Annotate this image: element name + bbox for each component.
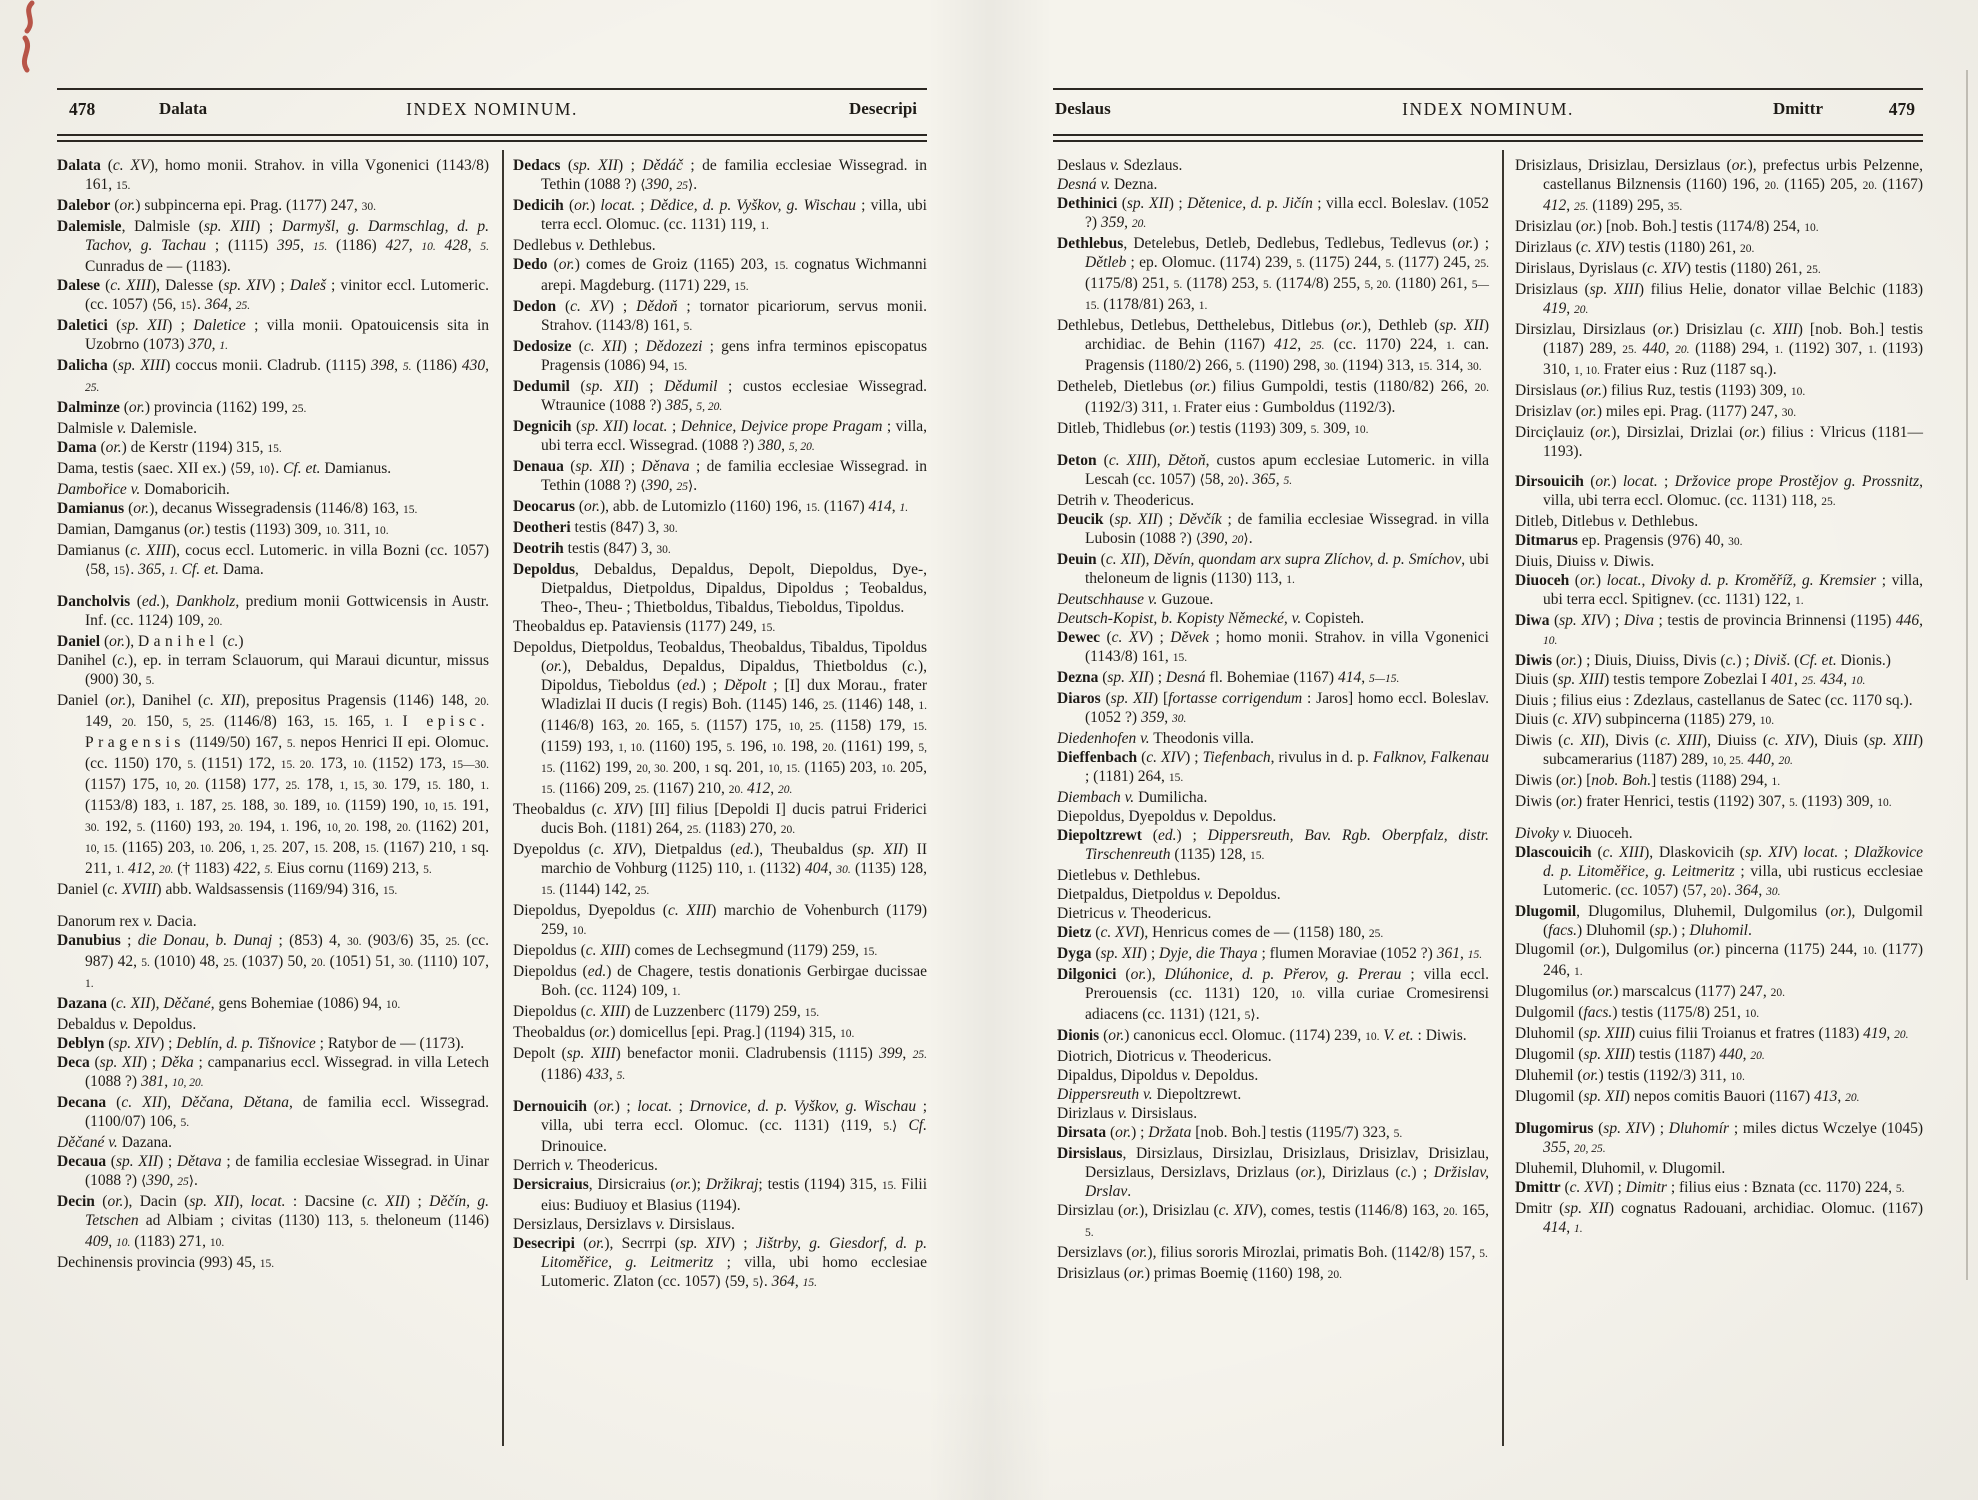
index-entry: Dedon (c. XV) ; Dědoň ; tornator picariorum, servus monii. Strahov. (1143/8) 161, 5. [513, 298, 927, 334]
index-entry: Dezna (sp. XII) ; Desná fl. Bohemiae (1167) 414, 5—15. [1057, 669, 1400, 686]
index-entry: Dersizlavs (or.), filius sororis Mirozlai, primatis Boh. (1142/8) 157, 5. [1057, 1244, 1488, 1261]
index-entry: Dilgonici (or.), Dlúhonice, d. p. Přerov, g. Prerau ; villa eccl. Prerouensis (cc. 1131) 120, 10. villa curiae Cromesirensi adiacens (cc. 1131) ⟨121, 5⟩. [1057, 966, 1489, 1023]
index-entry: Dirsata (or.) ; Držata [nob. Boh.] testis (1195/7) 323, 5. [1057, 1124, 1403, 1141]
index-entry: Ditmarus ep. Pragensis (976) 40, 30. [1515, 532, 1743, 549]
index-entry: Diotrich, Diotricus v. Theodericus. [1057, 1048, 1272, 1065]
index-entry: Dechinensis provincia (993) 45, 15. [57, 1254, 275, 1271]
index-entry: Diepoldus (ed.) de Chagere, testis donationis Gerbirgae ducissae Boh. (cc. 1124) 109, 1. [513, 963, 927, 999]
index-entry: Dalata (c. XV), homo monii. Strahov. in villa Vgonenici (1143/8) 161, 15. [57, 157, 489, 193]
index-entry: Dluhomil (sp. XIII) cuius filii Troianus et fratres (1183) 419, 20. [1515, 1025, 1909, 1042]
index-entry: Degnicih (sp. XII) locat. ; Dehnice, Dejvice prope Pragam ; villa, ubi terra eccl. Wissegrad. (1088 ?) 380, 5, 20. [513, 418, 928, 454]
column-divider [1502, 150, 1504, 1446]
index-entry: Diuis ; filius eius : Zdezlaus, castellanus de Satec (cc. 1170 sq.). [1515, 692, 1913, 709]
index-entry: Diuis, Diuiss v. Diwis. [1515, 553, 1655, 570]
index-entry: Dirsislaus (or.) filius Ruz, testis (1193) 309, 10. [1515, 382, 1806, 399]
index-entry: Diwa (sp. XIV) ; Diva ; testis de provincia Brinnensi (1195) 446, 10. [1515, 612, 1924, 647]
index-entry: Divoky v. Diuoceh. [1515, 825, 1633, 842]
index-entry: Daniel (or.), Danihel (c.) [57, 633, 244, 650]
index-entry: Dernouicih (or.) ; locat. ; Drnovice, d. p. Vyškov, g. Wischau ; villa, ubi terra eccl. Olomuc. (cc. 1131) ⟨119, 5.⟩ Cf. Drinouice. [513, 1098, 927, 1155]
index-entry: Diepoldus (c. XIII) comes de Lechsegmund (1179) 259, 15. [513, 942, 878, 959]
index-entry: Dirsislaus, Dirsizlaus, Dirsizlau, Drisizlaus, Drisizlav, Drisizlau, Dersizlaus, Dersizlavs, Drizlaus (or.), Dirizlaus (c.) ; Držislav, Drslav. [1057, 1145, 1490, 1200]
index-column [1515, 156, 1923, 1239]
index-entry: Dalese (c. XIII), Dalesse (sp. XIV) ; Daleš ; vinitor eccl. Lutomeric. (cc. 1057) ⟨56, 15⟩. 364, 25. [57, 277, 490, 313]
header-rule-top [1053, 88, 1923, 90]
index-entry: Dirsizlau, Dirsizlaus (or.) Drisizlau (c. XIII) [nob. Boh.] testis (1187) 289, 25. 440, 20. (1188) 294, 1. (1192) 307, 1. (1193) 310, 1, 10. Frater eius : Ruz (1187 sq.). [1515, 321, 1924, 378]
index-entry: Dietz (c. XVI), Henricus comes de — (1158) 180, 25. [1057, 924, 1384, 941]
index-entry: Deotheri testis (847) 3, 30. [513, 519, 678, 536]
catchword-left: Dalata [159, 99, 208, 118]
index-entry: Daletici (sp. XII) ; Daletice ; villa monii. Opatouicensis sita in Uzobrno (1073) 370, 1. [57, 317, 490, 353]
index-entry: Deotrih testis (847) 3, 30. [513, 540, 671, 557]
index-entry: Theobaldus ep. Pataviensis (1177) 249, 15. [513, 618, 776, 635]
page-gutter-shade [928, 0, 1052, 1500]
index-entry: Diwis (or.) [nob. Boh.] testis (1188) 294, 1. [1515, 772, 1781, 789]
index-entry: Dalmisle v. Dalemisle. [57, 420, 198, 437]
index-entry: Dethlebus, Detelebus, Detleb, Dedlebus, Tedlebus, Tedlevus (or.) ; Dětleb ; ep. Olomuc. (1174) 239, 5. (1175) 244, 5. (1177) 245, 25. (1175/8) 251, 5. (1178) 253, 5. (1174/8) 255, 5, 20. (1180) 261, 5—15. (1178/81) 263, 1. [1057, 235, 1490, 313]
index-entry: Diwis (c. XII), Divis (c. XIII), Diuiss (c. XIV), Diuis (sp. XIII) subcamerarius (1187) 289, 10, 25. 440, 20. [1515, 732, 1923, 768]
index-entry: Diwis (or.) frater Henrici, testis (1192) 307, 5. (1193) 309, 10. [1515, 793, 1892, 810]
index-entry: Depolt (sp. XIII) benefactor monii. Cladrubensis (1115) 399, 25. (1186) 433, 5. [513, 1045, 927, 1083]
index-entry: Depoldus, Debaldus, Depaldus, Depolt, Diepoldus, Dye-, Dietpaldus, Dietpoldus, Dipaldus, Dipoldus ; Teobaldus, Theo-, Theu- ; Thietboldus, Tibaldus, Tieboldus, Tipoldus. [513, 561, 927, 616]
index-entry: Debaldus v. Depoldus. [57, 1016, 197, 1033]
index-entry: Dieffenbach (c. XIV) ; Tiefenbach, rivulus in d. p. Falknov, Falkenau ; (1181) 264, 15. [1057, 749, 1490, 785]
index-entry: Dethinici (sp. XII) ; Dětenice, d. p. Jičín ; villa eccl. Boleslav. (1052 ?) 359, 20. [1057, 195, 1490, 231]
index-entry: Dietlebus v. Dethlebus. [1057, 867, 1201, 884]
index-entry: Daniel (or.), Danihel (c. XII), prepositus Pragensis (1146) 148, 20. 149, 20. 150, 5, 25. (1146/8) 163, 15. 165, 1. I episc. Pragensis (1149/50) 167, 5. nepos Henrici II epi. Olomuc. (cc. 1150) 170, 5. (1151) 172, 15. 20. 173, 10. (1152) 173, 15—30. (1157) 175, 10, 20. (1158) 177, 25. 178, 1, 15, 30. 179, 15. 180, 1. (1153/8) 183, 1. 187, 25. 188, 30. 189, 10. (1159) 190, 10, 15. 191, 30. 192, 5. (1160) 193, 20. 194, 1. 196, 10, 20. 198, 20. (1162) 201, 10, 15. (1165) 203, 10. 206, 1, 25. 207, 15. 208, 15. (1167) 210, 1 sq. 211, 1. 412, 20. († 1183) 422, 5. Eius cornu (1169) 213, 5. [57, 692, 490, 877]
index-entry: Diaros (sp. XII) [fortasse corrigendum : Jaros] homo eccl. Boleslav. (1052 ?) 359, 30. [1057, 690, 1489, 726]
index-entry: Detheleb, Dietlebus (or.) filius Gumpoldi, testis (1180/82) 266, 20. (1192/3) 311, 1. Frater eius : Gumboldus (1192/3). [1057, 378, 1489, 416]
index-entry: Diepoldus (c. XIII) de Luzzenberc (1179) 259, 15. [513, 1003, 820, 1020]
index-entry: Dancholvis (ed.), Dankholz, predium monii Gottwicensis in Austr. Inf. (cc. 1124) 109, 20. [57, 593, 489, 629]
index-entry: Dluhemil (or.) testis (1192/3) 311, 10. [1515, 1067, 1745, 1084]
index-column [1057, 156, 1489, 1285]
index-entry: Dmitr (sp. XII) cognatus Radouani, archidiac. Olomuc. (1167) 414, 1. [1515, 1200, 1924, 1236]
index-entry: Dersicraius, Dirsicraius (or.); Držikraj; testis (1194) 315, 15. Filii eius: Budiuoy et Blasius (1194). [513, 1176, 927, 1214]
index-entry: Deton (c. XIII), Dětoň, custos apum ecclesiae Lutomeric. in villa Lescah (cc. 1057) ⟨58, 20⟩. 365, 5. [1057, 452, 1490, 488]
header-rule-double [1053, 134, 1923, 142]
page-number: 479 [1888, 99, 1915, 119]
index-entry: Dipaldus, Dipoldus v. Depoldus. [1057, 1067, 1259, 1084]
page-number: 478 [69, 99, 96, 119]
index-entry: Deutsch-Kopist, b. Kopisty Německé, v. Copisteh. [1057, 610, 1365, 627]
index-entry: Dalemisle, Dalmisle (sp. XIII) ; Darmyšl, g. Darmschlag, d. p. Tachov, g. Tachau ; (1115) 395, 15. (1186) 427, 10. 428, 5. Cunradus de — (1183). [57, 218, 490, 275]
index-entry: Drisizlaus (or.) primas Boemię (1160) 198, 20. [1057, 1265, 1343, 1282]
index-entry: Deuin (c. XII), Děvín, quondam arx supra Zlíchov, d. p. Smíchov, ubi theloneum de lignis (1130) 113, 1. [1057, 551, 1489, 587]
index-entry: Deca (sp. XII) ; Děka ; campanarius eccl. Wissegrad. in villa Letech (1088 ?) 381, 10, 20. [57, 1054, 489, 1090]
index-entry: Deblyn (sp. XIV) ; Deblín, d. p. Tišnovice ; Ratybor de — (1173). [57, 1035, 465, 1052]
index-entry: Denaua (sp. XII) ; Děnava ; de familia ecclesiae Wissegrad. in Tethin (1088 ?) ⟨390, 25⟩. [513, 458, 927, 494]
page-478 [57, 0, 927, 1500]
index-entry: Decin (or.), Dacin (sp. XII), locat. : Dacsine (c. XII) ; Děčín, g. Tetschen ad Albiam ; civitas (1130) 113, 5. theloneum (1146) 409, 10. (1183) 271, 10. [57, 1193, 490, 1250]
index-entry: Dedicih (or.) locat. ; Dědice, d. p. Vyškov, g. Wischau ; villa, ubi terra eccl. Olomuc. (cc. 1131) 119, 1. [513, 197, 927, 233]
index-entry: Dyepoldus (c. XIV), Dietpaldus (ed.), Theubaldus (sp. XII) II marchio de Vohburg (1125) 110, 1. (1132) 404, 30. (1135) 128, 15. (1144) 142, 25. [513, 841, 928, 898]
index-column [513, 156, 927, 1293]
header-rule-double [57, 134, 927, 142]
index-entry: Dama, testis (saec. XII ex.) ⟨59, 10⟩. Cf. et. Damianus. [57, 460, 392, 477]
index-entry: Dirciçlauiz (or.), Dirsizlai, Drizlai (or.) filius : Vlricus (1181—1193). [1515, 424, 1924, 460]
index-entry: Decaua (sp. XII) ; Dětava ; de familia ecclesiae Wissegrad. in Uinar (1088 ?) ⟨390, 25⟩. [57, 1153, 489, 1189]
index-entry: Drisizlav (or.) miles epi. Prag. (1177) 247, 30. [1515, 403, 1797, 420]
index-entry: Damian, Damganus (or.) testis (1193) 309, 10. 311, 10. [57, 521, 389, 538]
index-entry: Dulgomil (facs.) testis (1175/8) 251, 10. [1515, 1004, 1760, 1021]
index-entry: Dalminze (or.) provincia (1162) 199, 25. [57, 399, 307, 416]
index-entry: Diepoldus, Dyepoldus (c. XIII) marchio de Vohenburch (1179) 259, 10. [513, 902, 927, 938]
index-entry: Damianus (c. XIII), cocus eccl. Lutomeric. in villa Bozni (cc. 1057) ⟨58, 15⟩. 365, 1. Cf. et. Dama. [57, 542, 489, 578]
index-entry: Ditleb, Thidlebus (or.) testis (1193) 309, 5. 309, 10. [1057, 420, 1369, 437]
index-entry: Deucik (sp. XII) ; Děvčík ; de familia ecclesiae Wissegrad. in villa Lubosin (1088 ?) ⟨390, 20⟩. [1057, 511, 1489, 547]
index-entry: Diepoltzrewt (ed.) ; Dippersreuth, Bav. Rgb. Oberpfalz, distr. Tirschenreuth (1135) 128, 15. [1057, 827, 1490, 863]
index-entry: Dedlebus v. Dethlebus. [513, 237, 656, 254]
index-entry: Dlugomil (or.), Dulgomilus (or.) pincerna (1175) 244, 10. (1177) 246, 1. [1515, 941, 1923, 979]
index-entry: Dirsizlau (or.), Drisizlau (c. XIV), comes, testis (1146/8) 163, 20. 165, 5. [1057, 1202, 1490, 1239]
index-entry: Dlugomirus (sp. XIV) ; Dluhomír ; miles dictus Wczelye (1045) 355, 20, 25. [1515, 1120, 1923, 1156]
running-header [57, 99, 927, 127]
index-entry: Dlugomil (sp. XIII) testis (1187) 440, 20. [1515, 1046, 1765, 1063]
index-entry: Daniel (c. XVIII) abb. Waldsassensis (1169/94) 316, 15. [57, 881, 398, 898]
index-entry: Dirsouicih (or.) locat. ; Držovice prope Prostějov g. Prossnitz, villa, ubi terra eccl. Olomuc. (cc. 1131) 118, 25. [1515, 473, 1924, 509]
index-entry: Dethlebus, Detlebus, Detthelebus, Ditlebus (or.), Dethleb (sp. XII) archidiac. de Behin (1167) 412, 25. (cc. 1170) 224, 1. can. Pragensis (1180/2) 266, 5. (1190) 298, 30. (1194) 313, 15. 314, 30. [1057, 317, 1490, 374]
running-title: INDEX NOMINUM. [406, 99, 578, 119]
index-entry: Dluhemil, Dluhomil, v. Dlugomil. [1515, 1160, 1726, 1177]
index-entry: Theobaldus (c. XIV) [II] filius [Depoldi I] ducis patrui Friderici ducis Boh. (1181) 264, 25. (1183) 270, 20. [513, 801, 927, 837]
index-entry: Dlugomil (sp. XII) nepos comitis Bauori (1167) 413, 20. [1515, 1088, 1860, 1105]
index-entry: Danihel (c.), ep. in terram Sclauorum, qui Maraui dicuntur, missus (900) 30, 5. [57, 652, 489, 688]
running-title: INDEX NOMINUM. [1402, 99, 1574, 119]
index-entry: Danorum rex v. Dacia. [57, 913, 197, 930]
index-column [57, 156, 489, 1274]
index-entry: Dmittr (c. XVI) ; Dimitr ; filius eius : Bznata (cc. 1170) 224, 5. [1515, 1179, 1905, 1196]
index-entry: Ditleb, Ditlebus v. Dethlebus. [1515, 513, 1699, 530]
catchword-left: Deslaus [1055, 99, 1111, 118]
index-entry: Depoldus, Dietpoldus, Teobaldus, Theobaldus, Tibaldus, Tipoldus (or.), Debaldus, Depaldus, Dipaldus, Thietboldus (c.), Dipoldus, Tieboldus (ed.) ; Děpolt ; [I] dux Morau., frater Wladizlai II ducis (I regis) Boh. (1145) 146, 25. (1146) 148, 1. (1146/8) 163, 20. 165, 5. (1157) 175, 10, 25. (1158) 179, 15. (1159) 193, 1, 10. (1160) 195, 5. 196, 10. 198, 20. (1161) 199, 5, 15. (1162) 199, 20, 30. 200, 1 sq. 201, 10, 15. (1165) 203, 10. 205, 15. (1166) 209, 25. (1167) 210, 20. 412, 20. [513, 639, 928, 797]
running-header [1053, 99, 1923, 127]
index-entry: Diedenhofen v. Theodonis villa. [1057, 730, 1255, 747]
index-entry: Dlascouicih (c. XIII), Dlaskovicih (sp. XIV) locat. ; Dlažkovice d. p. Litoměřice, g. Leitmeritz ; villa, ubi rusticus ecclesiae Lutomeric. (cc. 1057) ⟨57, 20⟩. 364, 30. [1515, 844, 1924, 899]
index-entry: Dirislaus, Dyrislaus (c. XIV) testis (1180) 261, 25. [1515, 260, 1821, 277]
index-entry: Damianus (or.), decanus Wissegradensis (1146/8) 163, 15. [57, 500, 418, 517]
index-entry: Dalebor (or.) subpincerna epi. Prag. (1177) 247, 30. [57, 197, 377, 214]
index-entry: Dersizlaus, Dersizlavs v. Dirsislaus. [513, 1216, 735, 1233]
index-entry: Diuis (sp. XIII) testis tempore Zobezlai I 401, 25. 434, 10. [1515, 671, 1866, 688]
index-entry: Diuis (c. XIV) subpincerna (1185) 279, 10. [1515, 711, 1775, 728]
index-entry: Dedo (or.) comes de Groiz (1165) 203, 15. cognatus Wichmanni arepi. Magdeburg. (1171) 229, 15. [513, 256, 927, 294]
index-entry: Dazana (c. XII), Děčané, gens Bohemiae (1086) 94, 10. [57, 995, 401, 1012]
column-divider [502, 150, 504, 1446]
index-entry: Dedumil (sp. XII) ; Dědumil ; custos ecclesiae Wissegrad. Wtraunice (1088 ?) 385, 5, 20. [513, 378, 928, 414]
index-entry: Dedacs (sp. XII) ; Dědáč ; de familia ecclesiae Wissegrad. in Tethin (1088 ?) ⟨390, 25⟩. [513, 157, 927, 193]
page-479 [1053, 0, 1923, 1500]
index-entry: Dietpaldus, Dietpoldus v. Depoldus. [1057, 886, 1281, 903]
scan-edge-line [1966, 70, 1968, 1280]
index-entry: Dama (or.) de Kerstr (1194) 315, 15. [57, 439, 282, 456]
index-entry: Děčané v. Dazana. [57, 1134, 173, 1151]
index-entry: Desná v. Dezna. [1057, 176, 1158, 193]
index-entry: Dirizlaus v. Dirsislaus. [1057, 1105, 1198, 1122]
index-entry: Diuoceh (or.) locat., Divoky d. p. Kroměříž, g. Kremsier ; villa, ubi terra eccl. Spitignev. (cc. 1131) 122, 1. [1515, 572, 1923, 608]
index-entry: Danubius ; die Donau, b. Dunaj ; (853) 4, 30. (903/6) 35, 25. (cc. 987) 42, 5. (1010) 48, 25. (1037) 50, 20. (1051) 51, 30. (1110) 107, 1. [57, 932, 489, 990]
index-entry: Theobaldus (or.) domicellus [epi. Prag.] (1194) 315, 10. [513, 1024, 855, 1041]
index-entry: Decana (c. XII), Děčana, Dětana, de familia eccl. Wissegrad. (1100/07) 106, 5. [57, 1094, 489, 1130]
index-entry: Diwis (or.) ; Diuis, Diuiss, Divis (c.) ; Diviš. (Cf. et. Dionis.) [1515, 652, 1891, 669]
index-entry: Dedosize (c. XII) ; Dědozezi ; gens infra terminos episcopatus Pragensis (1086) 94, 15. [513, 338, 927, 374]
index-entry: Dyga (sp. XII) ; Dyje, die Thaya ; flumen Moraviae (1052 ?) 361, 15. [1057, 945, 1483, 962]
index-entry: Dambořice v. Domaboricih. [57, 481, 230, 498]
index-entry: Dionis (or.) canonicus eccl. Olomuc. (1174) 239, 10. V. et. : Diwis. [1057, 1027, 1467, 1044]
catchword-right: Desecripi [849, 99, 917, 118]
index-entry: Dietricus v. Theodericus. [1057, 905, 1212, 922]
index-entry: Desecripi (or.), Secrrpi (sp. XIV) ; Jištrby, g. Giesdorf, d. p. Litoměřice, g. Leitmeritz ; villa, ubi homo ecclesiae Lutomeric. Zlaton (cc. 1057) ⟨59, 5⟩. 364, 15. [513, 1235, 927, 1290]
index-entry: Dlugomil, Dlugomilus, Dluhemil, Dulgomilus (or.), Dulgomil (facs.) Dluhomil (sp.) ; Dluhomil. [1515, 903, 1923, 939]
index-entry: Dalicha (sp. XIII) coccus monii. Cladrub. (1115) 398, 5. (1186) 430, 25. [57, 357, 489, 394]
index-entry: Drisizlaus (sp. XIII) filius Helie, donator villae Belchic (1183) 419, 20. [1515, 281, 1923, 317]
index-entry: Drisizlaus, Drisizlau, Dersizlaus (or.), prefectus urbis Pelzenne, castellanus Bilznensis (1160) 196, 20. (1165) 205, 20. (1167) 412, 25. (1189) 295, 35. [1515, 157, 1924, 214]
index-entry: Dippersreuth v. Diepoltzrewt. [1057, 1086, 1242, 1103]
index-entry: Dirizlaus (c. XIV) testis (1180) 261, 20. [1515, 239, 1755, 256]
index-entry: Detrih v. Theodericus. [1057, 492, 1195, 509]
index-entry: Diepoldus, Dyepoldus v. Depoldus. [1057, 808, 1277, 825]
index-entry: Deocarus (or.), abb. de Lutomizlo (1160) 196, 15. (1167) 414, 1. [513, 498, 909, 515]
index-entry: Derrich v. Theodericus. [513, 1157, 658, 1174]
index-entry: Drisizlau (or.) [nob. Boh.] testis (1174/8) 254, 10. [1515, 218, 1819, 235]
index-entry: Deslaus v. Sdezlaus. [1057, 157, 1183, 174]
index-entry: Diembach v. Dumilicha. [1057, 789, 1208, 806]
catchword-right: Dmittr [1772, 99, 1823, 118]
index-entry: Dlugomilus (or.) marscalcus (1177) 247, 20. [1515, 983, 1785, 1000]
header-rule-top [57, 88, 927, 90]
index-entry: Deutschhause v. Guzoue. [1057, 591, 1214, 608]
index-entry: Dewec (c. XV) ; Děvek ; homo monii. Strahov. in villa Vgonenici (1143/8) 161, 15. [1057, 629, 1489, 665]
